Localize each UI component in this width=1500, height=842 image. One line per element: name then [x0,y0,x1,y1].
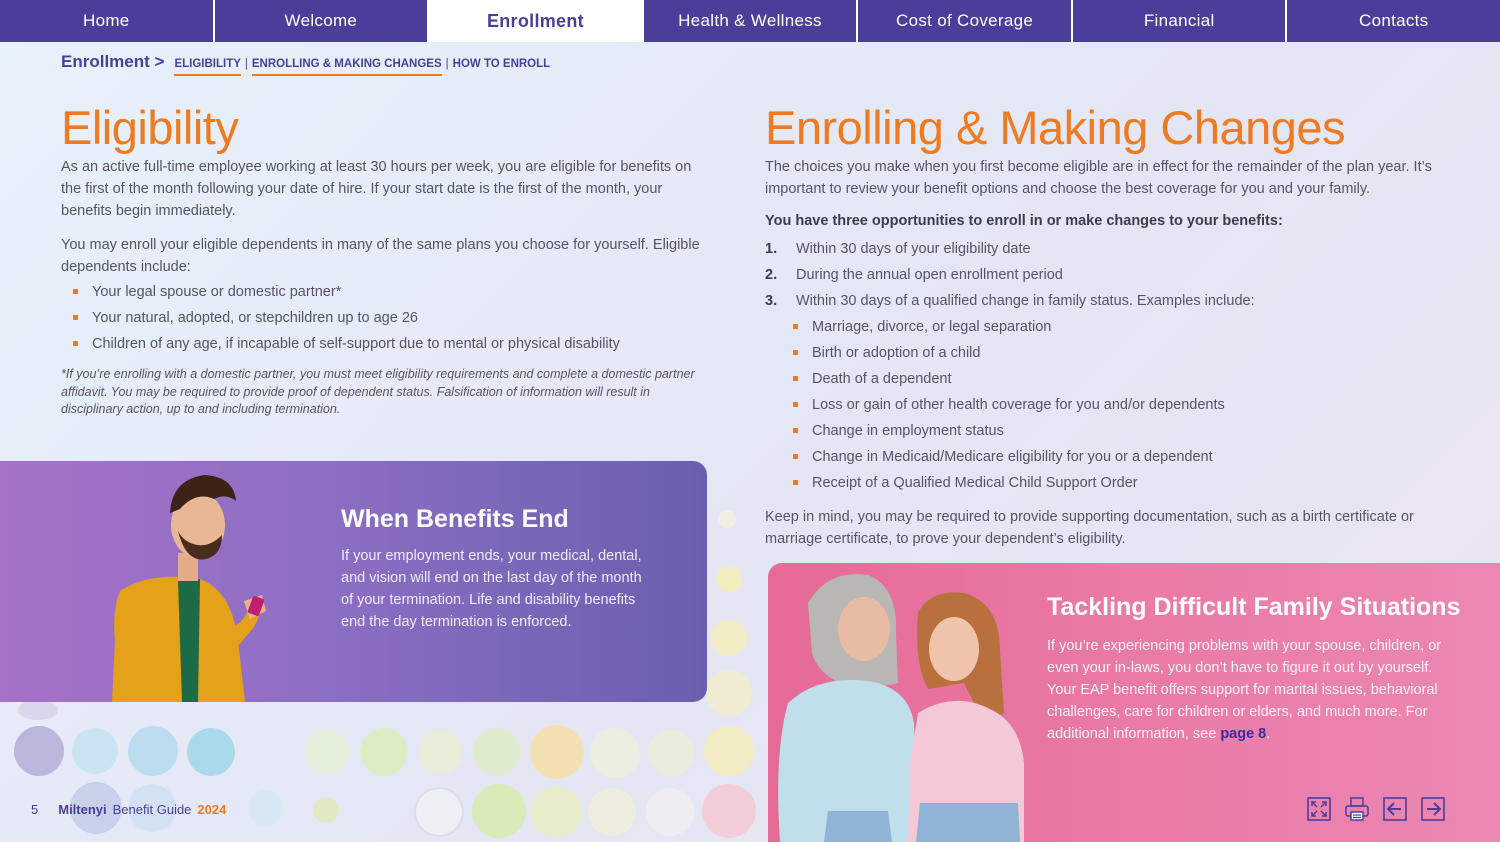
opportunities-list [765,236,1445,314]
footer-year: 2024 [197,802,227,817]
dot [313,797,339,823]
dot [187,728,235,776]
eligibility-paragraph-1: As an active full-time employee working at least 30 hours per week, you are eligible for benefits on the first of the month following your date of hire. If your start date is the first of the month, your benefits begin immediately. [61,159,692,219]
footer-brand: Miltenyi [58,802,107,817]
step-text: During the annual open enrollment period [796,267,1063,283]
list-item: Death of a dependent [781,366,1441,392]
tab-home[interactable]: Home [0,0,215,42]
dot [472,784,526,838]
tab-health-wellness[interactable]: Health & Wellness [644,0,859,42]
fullscreen-icon[interactable] [1306,796,1332,822]
dependents-list [61,279,721,357]
list-item: Marriage, divorce, or legal separation [781,314,1441,340]
list-item [765,262,1445,288]
family-situations-body: If you’re experiencing problems with your spouse, children, or even your in-laws, you don’t have to figure it out by yourself. Your EAP benefit offers support for marital issues, behavioral challenges, care for children or elders, and much more. For additional information, see [1047,638,1442,742]
tab-financial[interactable]: Financial [1073,0,1288,42]
list-item: Your natural, adopted, or stepchildren up to age 26 [61,305,721,331]
list-item: Loss or gain of other health coverage for you and/or dependents [781,392,1441,418]
page-number: 5 [31,802,39,817]
page-8-link[interactable]: page 8 [1220,726,1267,742]
domestic-partner-note: *If you’re enrolling with a domestic partner, you must meet eligibility requirements and complete a domestic partner affidavit. You may be required to provide proof of dependent status. Falsification of information will result in disciplinary action, up to and including termination. [61,367,695,416]
list-item [765,236,1445,262]
opportunities-heading: You have three opportunities to enroll in or make changes to your benefits: [765,213,1283,229]
breadcrumb-separator: | [244,58,248,70]
dot [648,730,694,776]
footer-guide: Benefit Guide [112,802,192,817]
tab-cost-of-coverage[interactable]: Cost of Coverage [858,0,1073,42]
eligibility-paragraph-2: You may enroll your eligible dependents in many of the same plans you choose for yourself. Eligible dependents include: [61,237,700,275]
breadcrumb-link-how-to-enroll[interactable]: HOW TO ENROLL [452,58,551,70]
enrolling-paragraph: The choices you make when you first become eligible are in effect for the remainder of the plan year. It’s important to review your benefit options and choose the best coverage for you and your family. [765,159,1432,197]
step-number: 1. [765,241,778,257]
dot [72,728,118,774]
family-situations-title: Tackling Difficult Family Situations [1047,593,1461,621]
when-benefits-end-card [0,461,707,702]
breadcrumb-link-eligibility[interactable]: ELIGIBILITY [174,58,240,76]
enrolling-title: Enrolling & Making Changes [765,101,1346,154]
dot [718,510,736,528]
list-item: Receipt of a Qualified Medical Child Support Order [781,470,1441,496]
dot [18,700,58,720]
list-item: Change in Medicaid/Medicare eligibility for you or a dependent [781,444,1441,470]
tab-enrollment[interactable]: Enrollment [429,0,644,42]
dot [702,784,756,838]
list-item: Birth or adoption of a child [781,340,1441,366]
dot [711,620,747,656]
dot [418,730,462,774]
man-with-phone-photo [0,461,300,702]
list-item: Children of any age, if incapable of self-support due to mental or physical disability [61,331,721,357]
footer [31,802,226,817]
top-nav [0,0,1500,42]
dot [706,670,752,716]
dot [588,788,636,836]
dot [305,730,349,774]
step-number: 3. [765,293,778,309]
step-text: Within 30 days of a qualified change in family status. Examples include: [796,293,1255,309]
step-text: Within 30 days of your eligibility date [796,241,1031,257]
mother-daughter-photo [768,563,1048,842]
step-number: 2. [765,267,778,283]
breadcrumb-section: Enrollment > [61,52,165,71]
eligibility-title: Eligibility [61,101,239,154]
page-tools [1306,796,1446,822]
dot [646,788,694,836]
dot [14,726,64,776]
period: . [1266,726,1271,742]
dot [248,790,284,826]
dot [716,566,742,592]
documentation-paragraph: Keep in mind, you may be required to provide supporting documentation, such as a birth certificate or marriage certificate, to prove your dependent’s eligibility. [765,509,1414,547]
breadcrumb-separator: | [445,58,449,70]
dot [414,787,464,837]
dot [360,728,408,776]
tab-contacts[interactable]: Contacts [1359,11,1429,30]
tab-welcome[interactable]: Welcome [215,0,430,42]
dot [530,786,582,838]
family-situations-text [1047,635,1457,745]
dot [590,728,640,778]
list-item: Change in employment status [781,418,1441,444]
breadcrumb [61,52,550,76]
arrow-right-icon[interactable] [1420,796,1446,822]
list-item [765,288,1445,314]
arrow-left-icon[interactable] [1382,796,1408,822]
when-benefits-end-text: If your employment ends, your medical, dental, and vision will end on the last day of the month of your termination. Life and disability benefits end the day termination is enforced. [341,548,642,630]
when-benefits-end-title: When Benefits End [341,505,569,533]
dot [704,726,754,776]
dot [473,728,521,776]
list-item: Your legal spouse or domestic partner* [61,279,721,305]
print-icon[interactable] [1344,796,1370,822]
dot [530,725,584,779]
dot [128,726,178,776]
breadcrumb-link-enrolling[interactable]: ENROLLING & MAKING CHANGES [252,58,442,76]
qualified-changes-list [781,314,1441,496]
